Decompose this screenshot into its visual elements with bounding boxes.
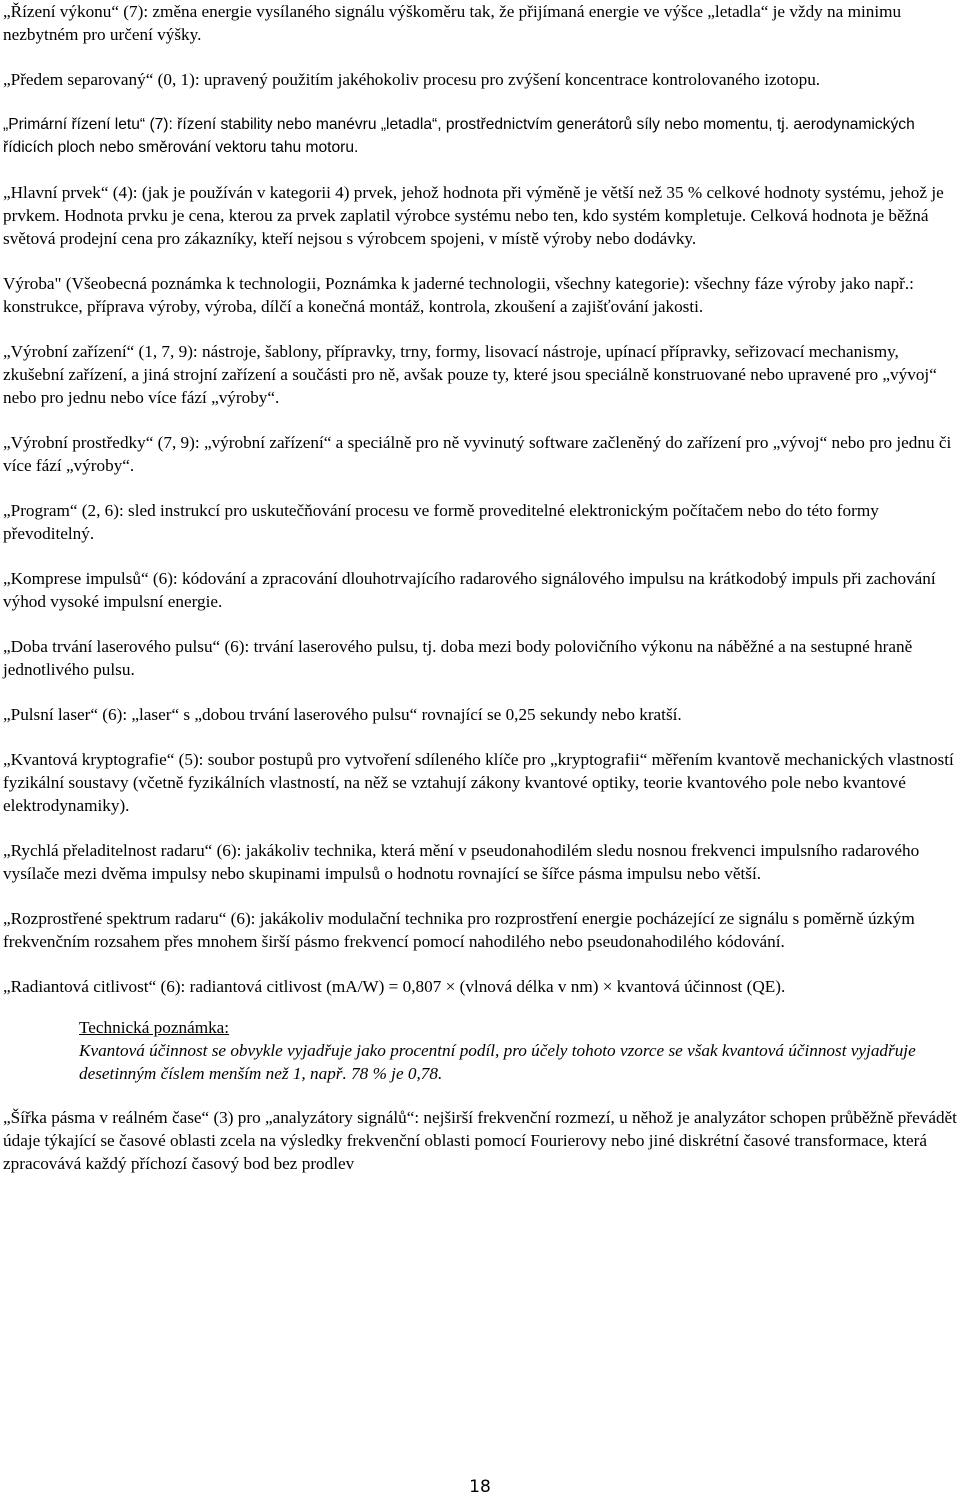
technical-note-title: Technická poznámka:	[79, 1018, 230, 1037]
paragraph-kvantova-kryptografie: „Kvantová kryptografie“ (5): soubor postupů pro vytvoření sdíleného klíče pro „kryptografii“ měřením kvantově mechanických vlastností fyzikální soustavy (včetně fyzikálních vlastností, na něž se vztahují zákony kvantové optiky, teorie kvantového pole nebo kvantové elektrodynamiky).	[3, 750, 954, 815]
paragraph-program: „Program“ (2, 6): sled instrukcí pro uskutečňování procesu ve formě proveditelné elektronickým počítačem nebo do této formy převoditelný.	[3, 501, 879, 543]
paragraph-vyroba: Výroba" (Všeobecná poznámka k technologii, Poznámka k jaderné technologii, všechny kategorie): všechny fáze výroby jako např.: konstrukce, příprava výroby, výroba, dílčí a konečná montáž, kontrola, zkoušení a zajišťování jakosti.	[3, 274, 914, 316]
paragraph-pulsni-laser: „Pulsní laser“ (6): „laser“ s „dobou trvání laserového pulsu“ rovnající se 0,25 sekundy nebo kratší.	[3, 705, 682, 724]
document-page	[3, 0, 957, 1197]
paragraph-rozprostrene-spektrum: „Rozprostřené spektrum radaru“ (6): jakákoliv modulační technika pro rozprostření energie pocházející ze signálu s poměrně úzkým frekvenčním rozsahem přes mnohem širší pásmo frekvencí pomocí nahodilého nebo pseudonahodilého kódování.	[3, 909, 915, 951]
paragraph-vyrobni-prostredky: „Výrobní prostředky“ (7, 9): „výrobní zařízení“ a speciálně pro ně vyvinutý software začleněný do zařízení pro „vývoj“ nebo pro jednu či více fází „výroby“.	[3, 433, 952, 475]
technical-note	[79, 1016, 957, 1085]
paragraph-rychla-preladitelnost: „Rychlá přeladitelnost radaru“ (6): jakákoliv technika, která mění v pseudonahodilém sledu nosnou frekvenci impulsního radarového vysílače mezi dvěma impulsy nebo skupinami impulsů o hodnotu rovnající se šířce pásma impulsu nebo větší.	[3, 841, 920, 883]
paragraph-radiantova-citlivost: „Radiantová citlivost“ (6): radiantová citlivost (mA/W) = 0,807 × (vlnová délka v nm) × kvantová účinnost (QE).	[3, 977, 786, 996]
paragraph-komprese-impulsu: „Komprese impulsů“ (6): kódování a zpracování dlouhotrvajícího radarového signálového impulsu na krátkodobý impuls při zachování výhod vysoké impulsní energie.	[3, 569, 936, 611]
paragraph-primarni-rizeni-letu: „Primární řízení letu“ (7): řízení stability nebo manévru „letadla“, prostřednictvím generátorů síly nebo momentu, tj. aerodynamických řídicích ploch nebo směrování vektoru tahu motoru.	[3, 116, 915, 156]
paragraph-hlavni-prvek: „Hlavní prvek“ (4): (jak je používán v kategorii 4) prvek, jehož hodnota při výměně je větší než 35 % celkové hodnoty systému, jehož je prvkem. Hodnota prvku je cena, kterou za prvek zaplatil výrobce systému nebo ten, kdo systém kompletuje. Celková hodnota je běžná světová prodejní cena pro zákazníky, kteří nejsou s výrobcem spojeni, v místě výroby nebo dodávky.	[3, 183, 944, 248]
paragraph-doba-trvani-pulsu: „Doba trvání laserového pulsu“ (6): trvání laserového pulsu, tj. doba mezi body polovičního výkonu na náběžné a na sestupné hraně jednotlivého pulsu.	[3, 637, 913, 679]
page-number: 18	[469, 1477, 491, 1497]
paragraph-sirka-pasma: „Šířka pásma v reálném čase“ (3) pro „analyzátory signálů“: nejširší frekvenční rozmezí, u něhož je analyzátor schopen průběžně převádět údaje týkající se časové oblasti zcela na výsledky frekvenční oblasti pomocí Fourierovy nebo jiné diskrétní časové transformace, která zpracovává každý příchozí časový bod bez prodlev	[3, 1108, 957, 1173]
paragraph-rizeni-vykonu: „Řízení výkonu“ (7): změna energie vysílaného signálu výškoměru tak, že přijímaná energie ve výšce „letadla“ je vždy na minimu nezbytném pro určení výšky.	[3, 2, 902, 44]
paragraph-vyrobni-zarizeni: „Výrobní zařízení“ (1, 7, 9): nástroje, šablony, přípravky, trny, formy, lisovací nástroje, upínací přípravky, seřizovací mechanismy, zkušební zařízení, a jiná strojní zařízení a součásti pro ně, avšak pouze ty, které jsou speciálně konstruované nebo upravené pro „vývoj“ nebo pro jednu nebo více fází „výroby“.	[3, 342, 937, 407]
paragraph-predem-separovany: „Předem separovaný“ (0, 1): upravený použitím jakéhokoliv procesu pro zvýšení koncentrace kontrolovaného izotopu.	[3, 70, 821, 89]
technical-note-text: Kvantová účinnost se obvykle vyjadřuje jako procentní podíl, pro účely tohoto vzorce se však kvantová účinnost vyjadřuje desetinným číslem menším než 1, např. 78 % je 0,78.	[79, 1041, 916, 1083]
